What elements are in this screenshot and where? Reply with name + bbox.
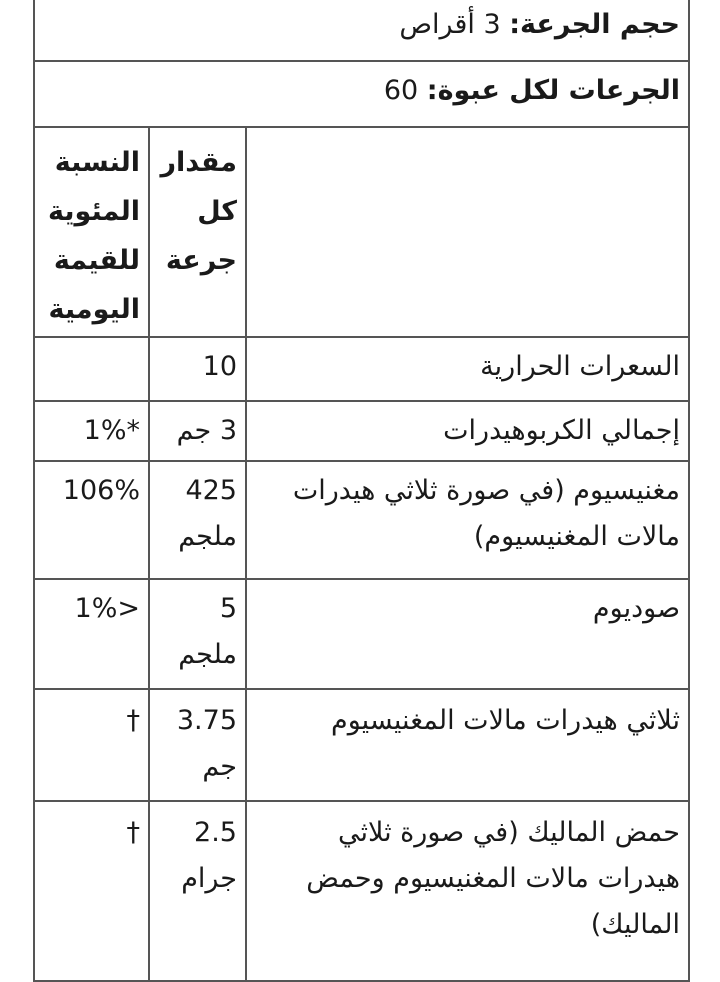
servings-per-container-row bbox=[34, 61, 689, 127]
serving-size-value: 3 أقراص bbox=[399, 9, 501, 40]
nutrient-daily-value-cell bbox=[34, 461, 149, 579]
nutrient-daily-value: † bbox=[34, 689, 149, 801]
table-row bbox=[34, 801, 689, 981]
supplement-facts-table bbox=[33, 0, 690, 982]
nutrient-amount: 5 ملجم bbox=[149, 579, 246, 689]
nutrient-daily-value-cell bbox=[34, 401, 149, 461]
table-header-row bbox=[34, 127, 689, 337]
serving-size-row bbox=[34, 0, 689, 61]
nutrient-daily-value: 106% bbox=[62, 475, 140, 506]
servings-per-container-cell bbox=[34, 61, 689, 127]
serving-size-cell bbox=[34, 0, 689, 61]
nutrient-amount: 3.75 جم bbox=[149, 689, 246, 801]
nutrient-name: السعرات الحرارية bbox=[246, 337, 689, 401]
table-row bbox=[34, 401, 689, 461]
servings-per-container-label: الجرعات لكل عبوة: bbox=[426, 75, 680, 106]
nutrient-amount: 425 ملجم bbox=[149, 461, 246, 579]
header-amount-per-serving: مقدار كل جرعة bbox=[149, 127, 246, 337]
table-row bbox=[34, 689, 689, 801]
nutrient-name: صوديوم bbox=[246, 579, 689, 689]
table-row bbox=[34, 461, 689, 579]
nutrient-daily-value-cell bbox=[34, 579, 149, 689]
nutrient-daily-value: 1%* bbox=[83, 415, 140, 446]
header-nutrient-cell bbox=[246, 127, 689, 337]
table-row bbox=[34, 337, 689, 401]
table-row bbox=[34, 579, 689, 689]
nutrient-name: مغنيسيوم (في صورة ثلاثي هيدرات مالات المغنيسيوم) bbox=[246, 461, 689, 579]
nutrient-amount: 10 bbox=[149, 337, 246, 401]
nutrient-name: إجمالي الكربوهيدرات bbox=[246, 401, 689, 461]
nutrient-daily-value: † bbox=[34, 801, 149, 981]
nutrient-daily-value: 1%> bbox=[74, 593, 140, 624]
nutrient-amount: 3 جم bbox=[149, 401, 246, 461]
nutrient-amount: 2.5 جرام bbox=[149, 801, 246, 981]
serving-size-label: حجم الجرعة: bbox=[509, 9, 680, 40]
header-percent-daily-value: النسبة المئوية للقيمة اليومية bbox=[34, 127, 149, 337]
nutrient-name: ثلاثي هيدرات مالات المغنيسيوم bbox=[246, 689, 689, 801]
nutrient-name: حمض الماليك (في صورة ثلاثي هيدرات مالات المغنيسيوم وحمض الماليك) bbox=[246, 801, 689, 981]
nutrient-daily-value bbox=[34, 337, 149, 401]
servings-per-container-value: 60 bbox=[383, 75, 419, 106]
